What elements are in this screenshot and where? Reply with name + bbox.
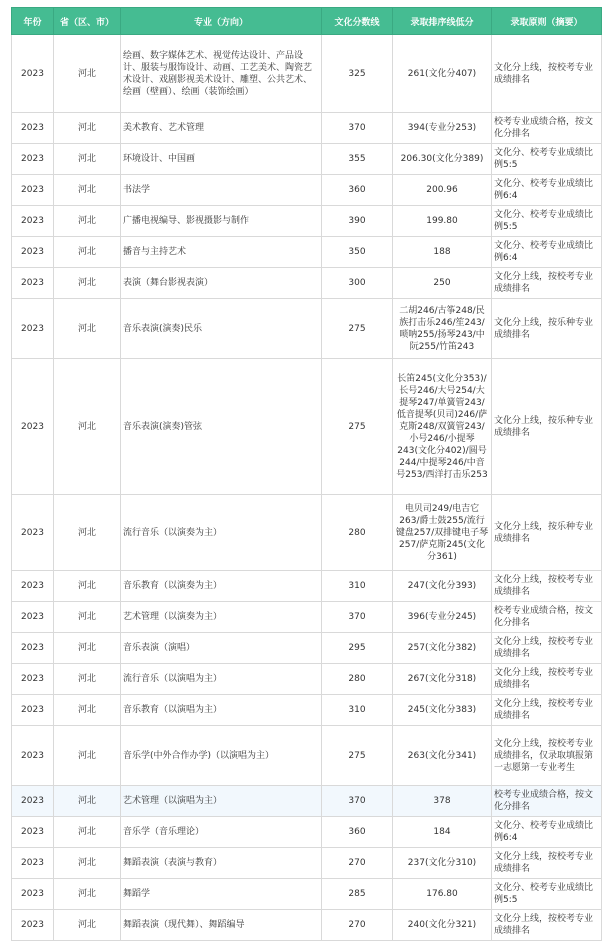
cell-rank-line: 257(文化分382) xyxy=(393,633,492,664)
cell-rank-line: 199.80 xyxy=(393,206,492,237)
cell-province: 河北 xyxy=(54,910,121,941)
table-row xyxy=(12,359,602,495)
cell-major: 音乐表演(演奏)民乐 xyxy=(121,299,322,359)
cell-rule: 文化分上线，按校考专业成绩排名 xyxy=(492,268,602,299)
cell-major: 音乐表演(演奏)管弦 xyxy=(121,359,322,495)
table-row xyxy=(12,571,602,602)
cell-year: 2023 xyxy=(12,144,54,175)
cell-rank-line: 200.96 xyxy=(393,175,492,206)
cell-year: 2023 xyxy=(12,695,54,726)
cell-culture-line: 360 xyxy=(322,175,393,206)
cell-province: 河北 xyxy=(54,268,121,299)
cell-culture-line: 280 xyxy=(322,664,393,695)
cell-rule: 文化分上线，按校考专业成绩排名 xyxy=(492,571,602,602)
cell-major: 音乐表演（演唱） xyxy=(121,633,322,664)
cell-rank-line: 184 xyxy=(393,817,492,848)
cell-rank-line: 378 xyxy=(393,786,492,817)
cell-year: 2023 xyxy=(12,113,54,144)
cell-major: 流行音乐（以演奏为主） xyxy=(121,495,322,571)
cell-province: 河北 xyxy=(54,359,121,495)
cell-year: 2023 xyxy=(12,910,54,941)
cell-rank-line: 250 xyxy=(393,268,492,299)
cell-rank-line: 245(文化分383) xyxy=(393,695,492,726)
table-row xyxy=(12,299,602,359)
cell-major: 播音与主持艺术 xyxy=(121,237,322,268)
cell-culture-line: 390 xyxy=(322,206,393,237)
table-row xyxy=(12,633,602,664)
table-row xyxy=(12,268,602,299)
cell-rank-line: 263(文化分341) xyxy=(393,726,492,786)
table-row xyxy=(12,144,602,175)
cell-major: 舞蹈表演（现代舞）、舞蹈编导 xyxy=(121,910,322,941)
cell-province: 河北 xyxy=(54,35,121,113)
cell-year: 2023 xyxy=(12,786,54,817)
cell-major: 书法学 xyxy=(121,175,322,206)
cell-rule: 文化分上线，按校考专业成绩排名 xyxy=(492,664,602,695)
cell-culture-line: 370 xyxy=(322,113,393,144)
cell-rule: 文化分上线，按校考专业成绩排名 xyxy=(492,695,602,726)
cell-culture-line: 310 xyxy=(322,695,393,726)
cell-province: 河北 xyxy=(54,602,121,633)
cell-major: 艺术管理（以演奏为主） xyxy=(121,602,322,633)
header-rank-line: 录取排序线低分 xyxy=(393,8,492,35)
cell-rank-line: 267(文化分318) xyxy=(393,664,492,695)
cell-year: 2023 xyxy=(12,237,54,268)
cell-culture-line: 325 xyxy=(322,35,393,113)
table-row xyxy=(12,206,602,237)
cell-culture-line: 300 xyxy=(322,268,393,299)
cell-year: 2023 xyxy=(12,35,54,113)
cell-province: 河北 xyxy=(54,633,121,664)
cell-rule: 文化分、校考专业成绩比例5:5 xyxy=(492,144,602,175)
cell-culture-line: 270 xyxy=(322,848,393,879)
cell-rank-line: 电贝司249/电吉它263/爵士鼓255/流行键盘257/双排键电子琴257/萨克斯245(文化分361) xyxy=(393,495,492,571)
table-row xyxy=(12,175,602,206)
cell-major: 舞蹈表演（表演与教育） xyxy=(121,848,322,879)
cell-year: 2023 xyxy=(12,848,54,879)
cell-province: 河北 xyxy=(54,237,121,268)
cell-year: 2023 xyxy=(12,175,54,206)
cell-rank-line: 二胡246/古筝248/民族打击乐246/笙243/唢呐255/扬琴243/中阮255/竹笛243 xyxy=(393,299,492,359)
cell-culture-line: 370 xyxy=(322,786,393,817)
cell-major: 环境设计、中国画 xyxy=(121,144,322,175)
cell-culture-line: 275 xyxy=(322,299,393,359)
cell-rule: 文化分、校考专业成绩比例5:5 xyxy=(492,879,602,910)
cell-year: 2023 xyxy=(12,817,54,848)
table-row xyxy=(12,695,602,726)
table-row xyxy=(12,848,602,879)
cell-major: 流行音乐（以演唱为主） xyxy=(121,664,322,695)
cell-rule: 文化分上线，按校考专业成绩排名 xyxy=(492,910,602,941)
cell-rule: 文化分上线，按乐种专业成绩排名 xyxy=(492,495,602,571)
table-row xyxy=(12,602,602,633)
cell-major: 音乐教育（以演唱为主） xyxy=(121,695,322,726)
cell-province: 河北 xyxy=(54,848,121,879)
cell-province: 河北 xyxy=(54,664,121,695)
cell-province: 河北 xyxy=(54,571,121,602)
cell-major: 美术教育、艺术管理 xyxy=(121,113,322,144)
table-row xyxy=(12,664,602,695)
header-year: 年份 xyxy=(12,8,54,35)
cell-rule: 文化分上线，按校考专业成绩排名 xyxy=(492,35,602,113)
table-header-row xyxy=(12,8,602,35)
cell-rank-line: 206.30(文化分389) xyxy=(393,144,492,175)
header-major: 专业（方向） xyxy=(121,8,322,35)
cell-rule: 文化分上线，按校考专业成绩排名，仅录取填报第一志愿第一专业考生 xyxy=(492,726,602,786)
cell-rule: 文化分、校考专业成绩比例5:5 xyxy=(492,206,602,237)
cell-culture-line: 310 xyxy=(322,571,393,602)
cell-province: 河北 xyxy=(54,299,121,359)
cell-year: 2023 xyxy=(12,602,54,633)
cell-rank-line: 240(文化分321) xyxy=(393,910,492,941)
cell-major: 绘画、数字媒体艺术、视觉传达设计、产品设计、服装与服饰设计、动画、工艺美术、陶瓷艺术设计、戏剧影视美术设计、雕塑、公共艺术、绘画（壁画）、绘画（装饰绘画） xyxy=(121,35,322,113)
cell-culture-line: 350 xyxy=(322,237,393,268)
cell-year: 2023 xyxy=(12,495,54,571)
cell-province: 河北 xyxy=(54,206,121,237)
table-row xyxy=(12,786,602,817)
cell-rule: 校考专业成绩合格，按文化分排名 xyxy=(492,786,602,817)
cell-major: 音乐学（音乐理论） xyxy=(121,817,322,848)
cell-province: 河北 xyxy=(54,495,121,571)
cell-rule: 文化分上线，按乐种专业成绩排名 xyxy=(492,299,602,359)
cell-year: 2023 xyxy=(12,299,54,359)
cell-rank-line: 长笛245(文化分353)/长号246/大号254/大提琴247/单簧管243/低音提琴(贝司)246/萨克斯248/双簧管243/小号246/小提琴243(文化分402)/圆号244/中提琴246/中音号253/西洋打击乐253 xyxy=(393,359,492,495)
table-row xyxy=(12,237,602,268)
cell-province: 河北 xyxy=(54,726,121,786)
cell-rule: 文化分上线，按校考专业成绩排名 xyxy=(492,848,602,879)
cell-rank-line: 261(文化分407) xyxy=(393,35,492,113)
cell-culture-line: 370 xyxy=(322,602,393,633)
cell-year: 2023 xyxy=(12,879,54,910)
cell-rank-line: 396(专业分245) xyxy=(393,602,492,633)
cell-culture-line: 355 xyxy=(322,144,393,175)
table-row xyxy=(12,879,602,910)
cell-major: 音乐学(中外合作办学)（以演唱为主） xyxy=(121,726,322,786)
cell-culture-line: 295 xyxy=(322,633,393,664)
cell-major: 广播电视编导、影视摄影与制作 xyxy=(121,206,322,237)
cell-year: 2023 xyxy=(12,206,54,237)
cell-major: 表演（舞台影视表演） xyxy=(121,268,322,299)
cell-culture-line: 275 xyxy=(322,726,393,786)
cell-culture-line: 360 xyxy=(322,817,393,848)
cell-major: 音乐教育（以演奏为主） xyxy=(121,571,322,602)
table-row xyxy=(12,35,602,113)
cell-year: 2023 xyxy=(12,359,54,495)
cell-rule: 校考专业成绩合格，按文化分排名 xyxy=(492,113,602,144)
header-rule: 录取原则（摘要） xyxy=(492,8,602,35)
cell-culture-line: 275 xyxy=(322,359,393,495)
cell-province: 河北 xyxy=(54,144,121,175)
admission-score-table xyxy=(11,7,602,941)
cell-year: 2023 xyxy=(12,571,54,602)
header-culture-line: 文化分数线 xyxy=(322,8,393,35)
cell-rule: 文化分上线，按校考专业成绩排名 xyxy=(492,633,602,664)
table-row xyxy=(12,910,602,941)
cell-province: 河北 xyxy=(54,113,121,144)
cell-rank-line: 237(文化分310) xyxy=(393,848,492,879)
table-row xyxy=(12,495,602,571)
cell-major: 艺术管理（以演唱为主） xyxy=(121,786,322,817)
cell-major: 舞蹈学 xyxy=(121,879,322,910)
cell-rule: 文化分、校考专业成绩比例6:4 xyxy=(492,237,602,268)
cell-rule: 校考专业成绩合格，按文化分排名 xyxy=(492,602,602,633)
cell-year: 2023 xyxy=(12,633,54,664)
cell-rule: 文化分上线，按乐种专业成绩排名 xyxy=(492,359,602,495)
table-row xyxy=(12,817,602,848)
cell-province: 河北 xyxy=(54,695,121,726)
cell-province: 河北 xyxy=(54,786,121,817)
cell-province: 河北 xyxy=(54,879,121,910)
cell-province: 河北 xyxy=(54,175,121,206)
top-margin xyxy=(0,0,604,7)
cell-rank-line: 188 xyxy=(393,237,492,268)
cell-culture-line: 280 xyxy=(322,495,393,571)
cell-rank-line: 394(专业分253) xyxy=(393,113,492,144)
cell-rank-line: 176.80 xyxy=(393,879,492,910)
cell-rule: 文化分、校考专业成绩比例6:4 xyxy=(492,175,602,206)
cell-rule: 文化分、校考专业成绩比例6:4 xyxy=(492,817,602,848)
cell-year: 2023 xyxy=(12,726,54,786)
cell-year: 2023 xyxy=(12,664,54,695)
cell-year: 2023 xyxy=(12,268,54,299)
header-province: 省（区、市） xyxy=(54,8,121,35)
table-row xyxy=(12,726,602,786)
table-row xyxy=(12,113,602,144)
cell-culture-line: 270 xyxy=(322,910,393,941)
cell-culture-line: 285 xyxy=(322,879,393,910)
cell-province: 河北 xyxy=(54,817,121,848)
cell-rank-line: 247(文化分393) xyxy=(393,571,492,602)
